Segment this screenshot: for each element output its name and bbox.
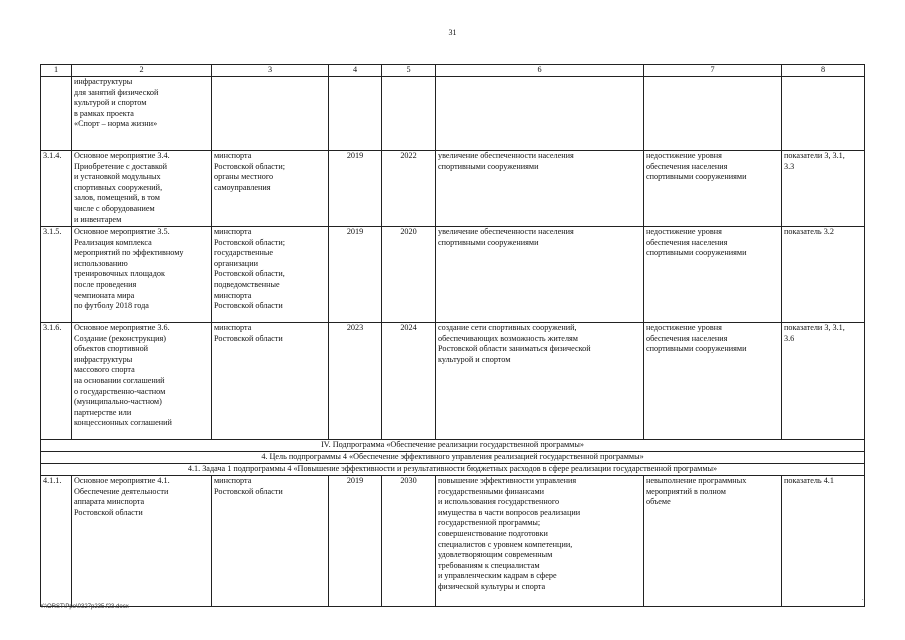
table-header-row — [41, 65, 865, 77]
section-row-subprogram — [41, 440, 865, 452]
cell-num: 3.1.4. — [41, 151, 72, 227]
cell-indicators: показатель 4.1 — [782, 476, 865, 607]
cell-end-year: 2030 — [382, 476, 436, 607]
table-row — [41, 476, 865, 607]
goal-heading: 4. Цель подпрограммы 4 «Обеспечение эффективного управления реализацией государственной программы» — [41, 452, 865, 464]
cell-expected-result: повышение эффективности управления государственными финансами и использования государственного имущества в части вопросов реализации государственной программы; совершенствование подготовки специалистов с уровнем компетенции, удовлетворяющим современным требованиям к специалистам и управленческим кадрам в сфере физической культуры и спорта — [436, 476, 644, 607]
section-row-task — [41, 464, 865, 476]
cell-consequence: невыполнение программных мероприятий в полном объеме — [644, 476, 782, 607]
cell-start-year: 2019 — [329, 227, 382, 323]
cell-expected-result: увеличение обеспеченности населения спортивными сооружениями — [436, 227, 644, 323]
cell-num: 3.1.6. — [41, 323, 72, 440]
page-number: 31 — [448, 28, 457, 37]
cell-num: 4.1.1. — [41, 476, 72, 607]
cell-start-year: 2019 — [329, 476, 382, 607]
table-row — [41, 151, 865, 227]
cell-consequence: недостижение уровня обеспечения населения спортивными сооружениями — [644, 323, 782, 440]
cell-expected-result: увеличение обеспеченности населения спортивными сооружениями — [436, 151, 644, 227]
cell-start-year: 2019 — [329, 151, 382, 227]
corner-mark: . — [862, 596, 864, 602]
cell-executor: минспорта Ростовской области — [212, 323, 329, 440]
cell-executor: минспорта Ростовской области; государственные организации Ростовской области, подведомственные минспорта Ростовской области — [212, 227, 329, 323]
header-cell: 6 — [436, 65, 644, 77]
cell-start-year: 2023 — [329, 323, 382, 440]
cell-end-year: 2020 — [382, 227, 436, 323]
cell-activity-name: Основное мероприятие 4.1. Обеспечение деятельности аппарата минспорта Ростовской области — [72, 476, 212, 607]
cell-end-year: 2024 — [382, 323, 436, 440]
cell-indicators: показатели 3, 3.1, 3.3 — [782, 151, 865, 227]
header-cell: 8 — [782, 65, 865, 77]
cell-num — [41, 77, 72, 151]
cell-consequence: недостижение уровня обеспечения населения спортивными сооружениями — [644, 151, 782, 227]
cell-activity-name: инфраструктуры для занятий физической культурой и спортом в рамках проекта «Спорт – норма жизни» — [72, 77, 212, 151]
cell-activity-name: Основное мероприятие 3.6. Создание (реконструкция) объектов спортивной инфраструктуры массового спорта на основании соглашений о государственно-частном (муниципально-частном) партнерстве или концессионных соглашений — [72, 323, 212, 440]
cell-executor: минспорта Ростовской области — [212, 476, 329, 607]
table-row — [41, 323, 865, 440]
cell-activity-name: Основное мероприятие 3.5. Реализация комплекса мероприятий по эффективному использованию тренировочных площадок после проведения чемпионата мира по футболу 2018 года — [72, 227, 212, 323]
cell-end-year: 2022 — [382, 151, 436, 227]
cell-executor: минспорта Ростовской области; органы местного самоуправления — [212, 151, 329, 227]
footer-file-path: Y:\ORST\Ppo\0327p235.f23.docx — [40, 604, 129, 610]
cell-indicators — [782, 77, 865, 151]
cell-activity-name: Основное мероприятие 3.4. Приобретение с доставкой и установкой модульных спортивных сооружений, залов, помещений, в том числе с оборудованием и инвентарем — [72, 151, 212, 227]
cell-end-year — [382, 77, 436, 151]
table-row — [41, 227, 865, 323]
section-row-goal — [41, 452, 865, 464]
subprogram-heading: IV. Подпрограмма «Обеспечение реализации государственной программы» — [41, 440, 865, 452]
header-cell: 4 — [329, 65, 382, 77]
cell-start-year — [329, 77, 382, 151]
cell-consequence — [644, 77, 782, 151]
cell-expected-result — [436, 77, 644, 151]
header-cell: 7 — [644, 65, 782, 77]
cell-expected-result: создание сети спортивных сооружений, обеспечивающих возможность жителям Ростовской области заниматься физической культурой и спортом — [436, 323, 644, 440]
cell-consequence: недостижение уровня обеспечения населения спортивными сооружениями — [644, 227, 782, 323]
cell-indicators: показатели 3, 3.1, 3.6 — [782, 323, 865, 440]
cell-executor — [212, 77, 329, 151]
task-heading: 4.1. Задача 1 подпрограммы 4 «Повышение эффективности и результативности бюджетных расходов в сфере реализации государственной программы» — [41, 464, 865, 476]
header-cell: 3 — [212, 65, 329, 77]
header-cell: 5 — [382, 65, 436, 77]
header-cell: 2 — [72, 65, 212, 77]
cell-num: 3.1.5. — [41, 227, 72, 323]
header-cell: 1 — [41, 65, 72, 77]
table-row-continuation — [41, 77, 865, 151]
program-activities-table — [40, 64, 865, 607]
cell-indicators: показатель 3.2 — [782, 227, 865, 323]
